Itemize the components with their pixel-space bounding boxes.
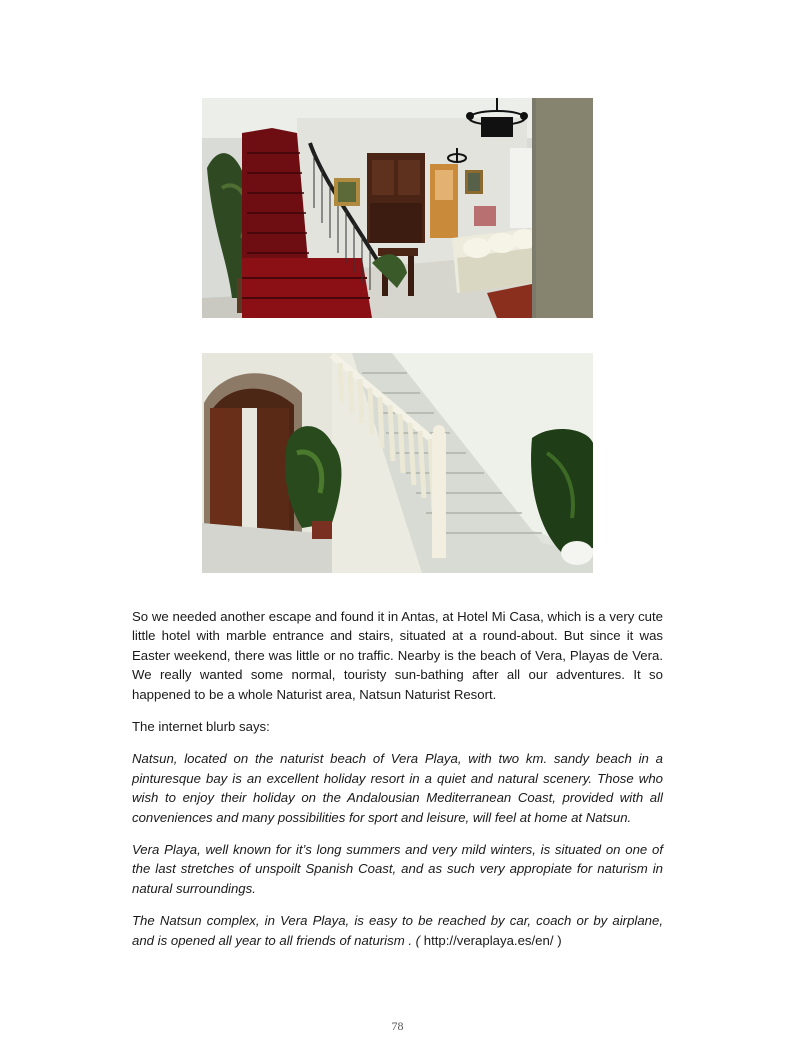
marble-staircase-photo	[202, 353, 593, 573]
page-number: 78	[391, 1019, 404, 1033]
article-body	[132, 607, 663, 963]
intro-paragraph: So we needed another escape and found it in Antas, at Hotel Mi Casa, which is a very cute little hotel with marble entrance and stairs, situated at a round-about. But since it was Easter weekend, there was little or no traffic. Nearby is the beach of Vera, Playas de Vera. We really wanted some normal, touristy sun-bathing after all our adventures. It so happened to be a whole Naturist area, Natsun Naturist Resort.	[132, 609, 663, 702]
quote-3-close: )	[557, 932, 562, 948]
quote-paragraph-3	[132, 911, 663, 950]
quote-paragraph-1: Natsun, located on the naturist beach of Vera Playa, with two km. sandy beach in a pinturesque bay is an excellent holiday resort in a quiet and natural scenery. Those who wish to enjoy their holiday on the Andalousian Mediterranean Coast, provided with all conveniences and many possibilities for sport and leisure, will feel at home at Natsun.	[132, 751, 663, 825]
quote-paragraph-2: Vera Playa, well known for it’s long summers and very mild winters, is situated on one of the last stretches of unspoilt Spanish Coast, and as such very appropiate for naturism in natural surroundings.	[132, 842, 663, 896]
hallway-staircase-photo	[202, 98, 593, 318]
blurb-intro: The internet blurb says:	[132, 719, 270, 735]
veraplaya-link[interactable]: http://veraplaya.es/en/	[423, 932, 554, 948]
quote-3-text: The Natsun complex, in Vera Playa, is easy to be reached by car, coach or by airplane, and is opened all year to all friends of naturism . (	[132, 913, 663, 948]
